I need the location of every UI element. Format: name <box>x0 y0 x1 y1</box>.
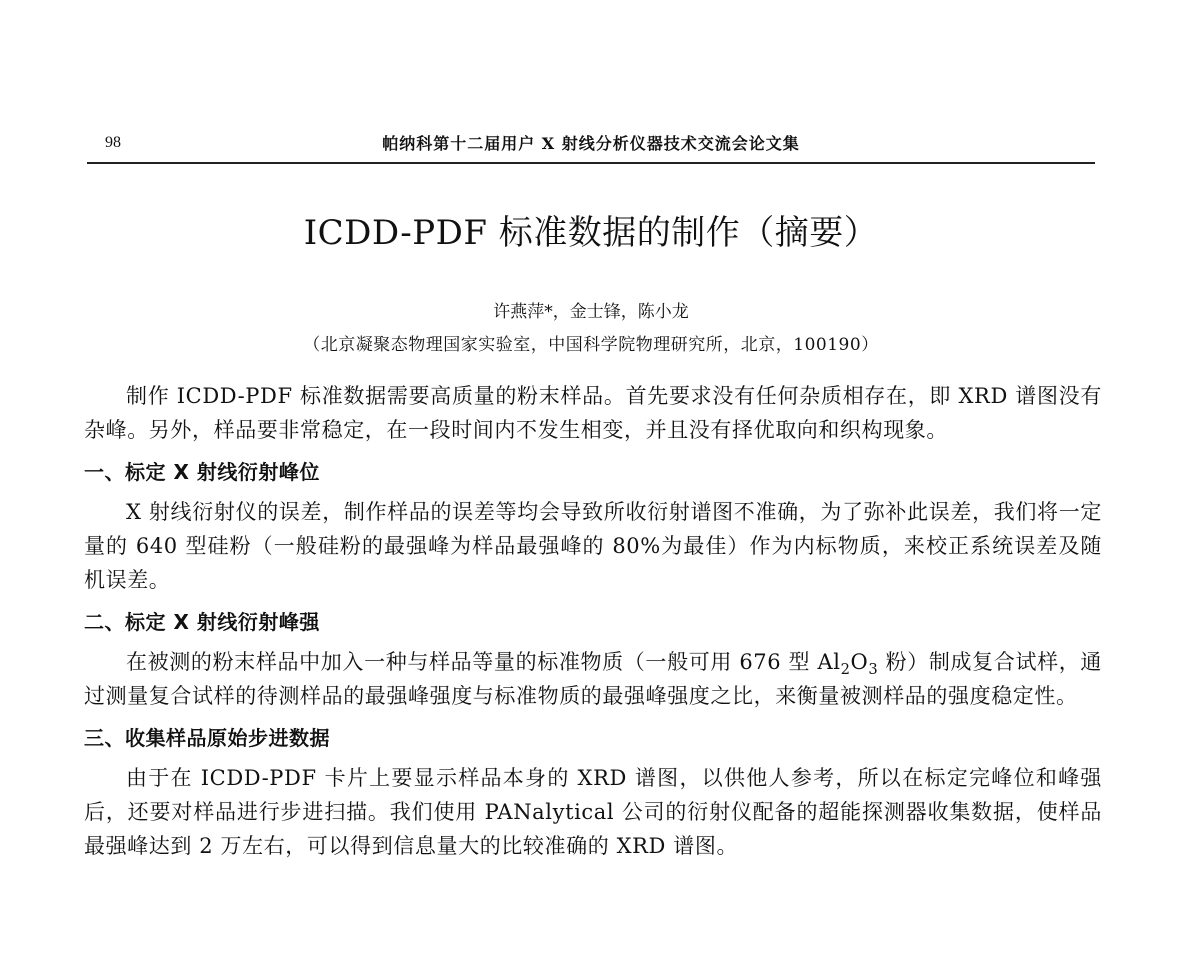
author-list: 许燕萍*，金士锋，陈小龙 <box>493 302 689 322</box>
paragraph-text-part: 粉）制成复合试样，通过测量复合试样的待测样品的最强峰强度与标准物质的最强峰强度之比，来衡量被测样品的强度稳定性。 <box>84 650 1102 708</box>
subscript: 2 <box>840 661 851 679</box>
section-heading-2: 二、标定 X 射线衍射峰强 <box>84 610 320 634</box>
section-paragraph-3: 由于在 ICDD-PDF 卡片上要显示样品本身的 XRD 谱图，以供他人参考，所以在标定完峰位和峰强后，还要对样品进行步进扫描。我们使用 PANalytical 公司的衍射仪配备的超能探测器收集数据，使样品最强峰达到 2 万左右，可以得到信息量大的比较准确的 XRD 谱图。 <box>84 766 1102 858</box>
section-paragraph-2 <box>84 645 1102 713</box>
subscript: 3 <box>868 661 879 679</box>
running-title: 帕纳科第十二届用户 X 射线分析仪器技术交流会论文集 <box>382 134 800 153</box>
paragraph-text-part: 在被测的粉末样品中加入一种与样品等量的标准物质（一般可用 676 型 Al <box>126 650 841 674</box>
article-body <box>84 379 1102 871</box>
paragraph-text-part: O <box>850 650 869 674</box>
author-affiliation: （北京凝聚态物理国家实验室，中国科学院物理研究所，北京，100190） <box>303 335 879 355</box>
running-header <box>87 128 1095 164</box>
article-title: ICDD-PDF 标准数据的制作（摘要） <box>303 213 879 253</box>
section-heading-1: 一、标定 X 射线衍射峰位 <box>84 460 320 484</box>
intro-paragraph: 制作 ICDD-PDF 标准数据需要高质量的粉末样品。首先要求没有任何杂质相存在，即 XRD 谱图没有杂峰。另外，样品要非常稳定，在一段时间内不发生相变，并且没有择优取向和织构现象。 <box>84 384 1102 442</box>
section-heading-3: 三、收集样品原始步进数据 <box>84 726 330 750</box>
section-paragraph-1: X 射线衍射仪的误差，制作样品的误差等均会导致所收衍射谱图不准确，为了弥补此误差，我们将一定量的 640 型硅粉（一般硅粉的最强峰为样品最强峰的 80%为最佳）作为内标物质，来校正系统误差及随机误差。 <box>84 500 1102 592</box>
page-number: 98 <box>105 134 121 151</box>
